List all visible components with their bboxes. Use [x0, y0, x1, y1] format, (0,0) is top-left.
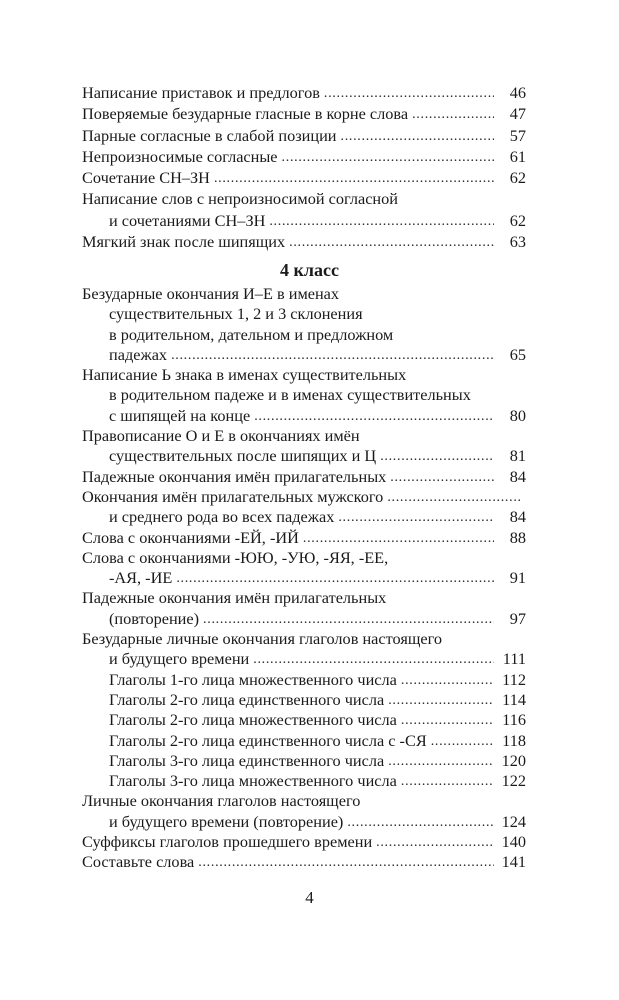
toc-dot-leader [388, 752, 494, 772]
toc-entry [82, 852, 526, 872]
toc-entry-title: Падежные окончания имён прилагательных [82, 466, 387, 486]
toc-entry-title: Написание слов с непроизносимой согласной [82, 189, 398, 209]
toc-entry [82, 670, 526, 690]
toc-entry [82, 649, 526, 669]
toc-dot-leader [376, 833, 494, 853]
toc-entry-title: Мягкий знак после шипящих [82, 232, 286, 252]
toc-entry-title: Слова с окончаниями -ЕЙ, -ИЙ [82, 527, 299, 547]
toc-entry [82, 568, 526, 588]
toc-entry-title: Слова с окончаниями -ЮЮ, -УЮ, -ЯЯ, -ЕЕ, [82, 547, 389, 567]
toc-dot-leader [203, 610, 494, 630]
toc-dot-leader [388, 691, 494, 711]
toc-entry [82, 609, 526, 629]
toc-entry [82, 146, 526, 167]
toc-entry-title: Непроизносимые согласные [82, 146, 278, 166]
toc-entry [82, 167, 526, 188]
toc-entry-title: Глаголы 3-го лица единственного числа [109, 750, 385, 770]
toc-entry [82, 82, 526, 103]
toc-dot-leader [198, 853, 494, 873]
toc-dot-leader [387, 488, 522, 508]
toc-entry-page: 118 [502, 730, 526, 750]
toc-entry [82, 710, 526, 730]
toc-dot-leader [431, 732, 494, 752]
toc-dot-leader [390, 468, 494, 488]
toc-entry-title: Глаголы 2-го лица единственного числа с -СЯ [109, 730, 427, 750]
toc-entry-page: 84 [509, 507, 526, 527]
toc-entry [82, 832, 526, 852]
toc-entry-title: Парные согласные в слабой позиции [82, 125, 337, 145]
toc-entry-title: Поверяемые безударные гласные в корне слова [82, 104, 409, 124]
toc-dot-leader [347, 813, 494, 833]
toc-dot-leader [171, 346, 494, 366]
toc-entry [82, 751, 526, 771]
toc-entry-page: 47 [509, 104, 526, 124]
toc-entry-title: и будущего времени (повторение) [109, 811, 344, 831]
toc-entry-title: -АЯ, -ИЕ [109, 568, 173, 588]
toc-entry-page: 63 [509, 232, 526, 252]
toc-entry [82, 791, 526, 811]
toc-dot-leader [324, 83, 494, 104]
toc-entry [82, 629, 526, 649]
toc-entry-page: 124 [501, 811, 526, 831]
toc-entry [82, 812, 526, 832]
toc-dot-leader [303, 529, 494, 549]
toc-entry-title: Глаголы 2-го лица множественного числа [109, 710, 397, 730]
toc-entry-title: Сочетание СН–ЗН [82, 168, 210, 188]
toc-entry [82, 588, 526, 608]
toc-dot-leader [380, 447, 494, 467]
toc-entry [82, 528, 526, 548]
toc-entry [82, 345, 526, 365]
toc-dot-leader [338, 508, 494, 528]
toc-entry-title: и среднего рода во всех падежах [109, 507, 335, 527]
toc-dot-leader [401, 772, 494, 792]
toc-entry [82, 188, 526, 209]
toc-dot-leader [412, 104, 494, 125]
toc-entry-page: 57 [509, 125, 526, 145]
toc-entry-page: 122 [501, 771, 526, 791]
toc-dot-leader [176, 569, 494, 589]
toc-entry-title: и сочетаниями СН–ЗН [109, 210, 266, 230]
toc-entry-title: Составьте слова [82, 852, 195, 872]
toc-entry-title: падежах [109, 344, 168, 364]
toc-entry-page: 91 [509, 568, 526, 588]
toc-entry-title: Окончания имён прилагательных мужского [82, 486, 384, 506]
toc-entry-title: Безударные окончания И–Е в именах [82, 284, 340, 303]
section-heading: 4 класс [280, 260, 339, 280]
toc-section-grade4 [82, 284, 526, 873]
toc-entry-page: 97 [509, 608, 526, 628]
toc-entry-title: в родительном, дательном и предложном [109, 324, 394, 344]
toc-dot-leader [253, 650, 494, 670]
toc-dot-leader [401, 671, 494, 691]
toc-entry [82, 385, 526, 405]
toc-entry-title: Глаголы 1-го лица множественного числа [109, 669, 397, 689]
toc-dot-leader [401, 711, 494, 731]
toc-section-grade3 [82, 82, 526, 252]
toc-entry [82, 487, 526, 507]
toc-entry [82, 284, 526, 304]
toc-entry-page: 141 [501, 852, 526, 872]
toc-entry-title: существительных после шипящих и Ц [109, 446, 377, 466]
toc-entry [82, 426, 526, 446]
toc-entry-page: 62 [509, 210, 526, 230]
toc-entry [82, 467, 526, 487]
toc-entry-page: 111 [502, 649, 526, 669]
toc-entry-page: 112 [502, 669, 526, 689]
toc-dot-leader [289, 232, 494, 253]
toc-dot-leader [214, 168, 494, 189]
toc-entry-page: 88 [509, 527, 526, 547]
toc-entry-page: 84 [509, 466, 526, 486]
toc-entry-title: существительных 1, 2 и 3 склонения [109, 304, 363, 324]
toc-entry-title: (повторение) [109, 608, 200, 628]
toc-entry-title: Безударные личные окончания глаголов настоящего [82, 629, 443, 649]
toc-entry [82, 231, 526, 252]
toc-dot-leader [282, 147, 494, 168]
toc-entry [82, 365, 526, 385]
toc-entry [82, 125, 526, 146]
page-number: 4 [305, 888, 314, 907]
toc-entry-page: 114 [502, 689, 526, 709]
toc-entry-page: 140 [501, 832, 526, 852]
toc-entry [82, 103, 526, 124]
toc-entry-title: Написание приставок и предлогов [82, 83, 320, 102]
toc-entry-title: и будущего времени [109, 649, 250, 669]
toc-dot-leader [254, 407, 494, 427]
toc-entry [82, 304, 526, 324]
toc-entry [82, 446, 526, 466]
toc-entry-page: 46 [509, 83, 526, 102]
toc-entry [82, 548, 526, 568]
toc-entry-title: Личные окончания глаголов настоящего [82, 791, 361, 811]
toc-entry-page: 81 [509, 446, 526, 466]
toc-entry-page: 80 [509, 405, 526, 425]
toc-entry [82, 690, 526, 710]
toc-entry-title: Написание Ь знака в именах существительных [82, 365, 407, 385]
toc-entry-title: Глаголы 3-го лица множественного числа [109, 771, 397, 791]
toc-entry-title: Суффиксы глаголов прошедшего времени [82, 832, 373, 852]
toc-entry [82, 771, 526, 791]
toc-entry [82, 507, 526, 527]
toc-entry-title: Падежные окончания имён прилагательных [82, 588, 387, 608]
toc-entry [82, 406, 526, 426]
toc-entry [82, 210, 526, 231]
toc-entry [82, 731, 526, 751]
toc-entry-title: Глаголы 2-го лица единственного числа [109, 689, 385, 709]
toc-entry-page: 65 [509, 344, 526, 364]
toc-dot-leader [269, 211, 494, 232]
toc-entry-page: 61 [509, 146, 526, 166]
toc-entry-page: 116 [502, 710, 526, 730]
toc-dot-leader [341, 126, 495, 147]
toc-entry-title: с шипящей на конце [109, 405, 251, 425]
toc-entry [82, 325, 526, 345]
toc-entry-page: 62 [509, 168, 526, 188]
toc-entry-title: Правописание О и Е в окончаниях имён [82, 426, 360, 446]
toc-entry-page: 120 [501, 750, 526, 770]
toc-entry-title: в родительном падеже и в именах существительных [109, 385, 471, 405]
